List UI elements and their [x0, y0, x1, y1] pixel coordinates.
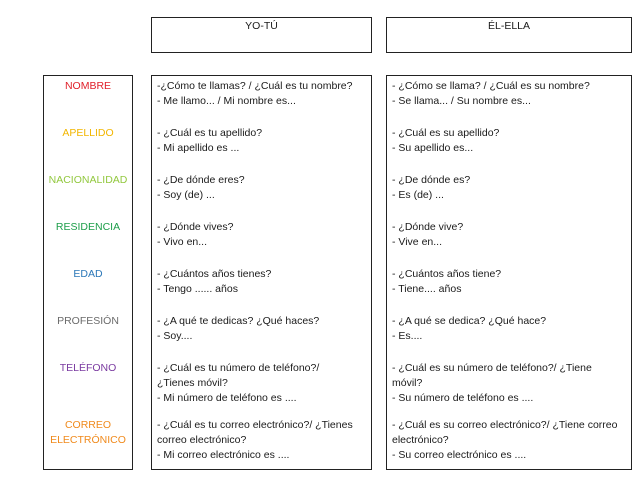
category-label-line: RESIDENCIA — [55, 221, 121, 233]
category-label — [44, 173, 132, 188]
category-label-line: TELÉFONO — [59, 362, 117, 374]
entry-line: - ¿Dónde vives? — [157, 221, 234, 233]
yo-tu-column — [151, 75, 372, 470]
yo-tu-entry — [157, 314, 368, 344]
category-label — [44, 126, 132, 141]
yo-tu-entry — [157, 418, 368, 463]
category-label-line: EDAD — [73, 268, 103, 280]
entry-line: - ¿Cuál es tu apellido? — [157, 127, 263, 139]
entry-line: ¿Tienes móvil? — [157, 377, 228, 389]
el-ella-entry — [392, 126, 628, 156]
entry-line: - ¿Cuál es tu número de teléfono?/ — [157, 362, 320, 374]
entry-line: - Soy.... — [157, 330, 193, 342]
entry-line: - ¿Dónde vive? — [392, 221, 464, 233]
entry-line: - Su correo electrónico es .... — [392, 449, 527, 461]
el-ella-entry — [392, 173, 628, 203]
yo-tu-entry — [157, 79, 368, 109]
entry-line: - Es.... — [392, 330, 423, 342]
entry-line: electrónico? — [392, 434, 449, 446]
header-el-ella — [386, 17, 632, 53]
category-label — [44, 220, 132, 235]
el-ella-entry — [392, 220, 628, 250]
entry-line: - ¿Cuál es su apellido? — [392, 127, 500, 139]
entry-line: - ¿Cuántos años tiene? — [392, 268, 502, 280]
category-label — [44, 361, 132, 376]
yo-tu-entry — [157, 361, 368, 406]
category-label — [44, 418, 132, 448]
header-yo-tu-label: YO-TÚ — [245, 20, 278, 32]
entry-line: - Vive en... — [392, 236, 442, 248]
entry-line: - Tiene.... años — [392, 283, 462, 295]
category-label — [44, 314, 132, 329]
el-ella-entry — [392, 418, 628, 463]
category-label-line: PROFESIÓN — [57, 315, 119, 327]
category-label-line: NACIONALIDAD — [48, 174, 128, 186]
entry-line: - ¿Cuál es su correo electrónico?/ ¿Tiene correo — [392, 419, 618, 431]
category-column — [43, 75, 133, 470]
entry-line: - Me llamo... / Mi nombre es... — [157, 95, 296, 107]
entry-line: - Soy (de) ... — [157, 189, 215, 201]
entry-line: - ¿De dónde es? — [392, 174, 471, 186]
entry-line: - ¿Cuál es su número de teléfono?/ ¿Tiene — [392, 362, 592, 374]
entry-line: - Vivo en... — [157, 236, 207, 248]
yo-tu-entry — [157, 220, 368, 250]
el-ella-column — [386, 75, 632, 470]
category-label-line: ELECTRÓNICO — [50, 434, 126, 446]
entry-line: - Mi correo electrónico es .... — [157, 449, 290, 461]
header-el-ella-label: ÉL-ELLA — [487, 20, 531, 32]
header-yo-tu — [151, 17, 372, 53]
entry-line: - Mi apellido es ... — [157, 142, 240, 154]
entry-line: - Tengo ...... años — [157, 283, 238, 295]
el-ella-entry — [392, 361, 628, 406]
yo-tu-entry — [157, 267, 368, 297]
category-label-line: APELLIDO — [62, 127, 114, 139]
entry-line: - Es (de) ... — [392, 189, 444, 201]
category-label — [44, 267, 132, 282]
entry-line: - ¿A qué te dedicas? ¿Qué haces? — [157, 315, 320, 327]
entry-line: - ¿A qué se dedica? ¿Qué hace? — [392, 315, 547, 327]
category-label-line: CORREO — [64, 419, 112, 431]
el-ella-entry — [392, 79, 628, 109]
entry-line: - Su número de teléfono es .... — [392, 392, 534, 404]
el-ella-entry — [392, 267, 628, 297]
category-label — [44, 79, 132, 94]
el-ella-entry — [392, 314, 628, 344]
entry-line: - ¿De dónde eres? — [157, 174, 245, 186]
entry-line: móvil? — [392, 377, 423, 389]
entry-line: - Mi número de teléfono es .... — [157, 392, 297, 404]
yo-tu-entry — [157, 173, 368, 203]
entry-line: - ¿Cuál es tu correo electrónico?/ ¿Tienes — [157, 419, 353, 431]
category-label-line: NOMBRE — [64, 80, 112, 92]
entry-line: correo electrónico? — [157, 434, 247, 446]
entry-line: - Su apellido es... — [392, 142, 474, 154]
entry-line: - ¿Cómo se llama? / ¿Cuál es su nombre? — [392, 80, 590, 92]
entry-line: - Se llama... / Su nombre es... — [392, 95, 531, 107]
entry-line: - ¿Cuántos años tienes? — [157, 268, 272, 280]
entry-line: -¿Cómo te llamas? / ¿Cuál es tu nombre? — [157, 80, 353, 92]
yo-tu-entry — [157, 126, 368, 156]
